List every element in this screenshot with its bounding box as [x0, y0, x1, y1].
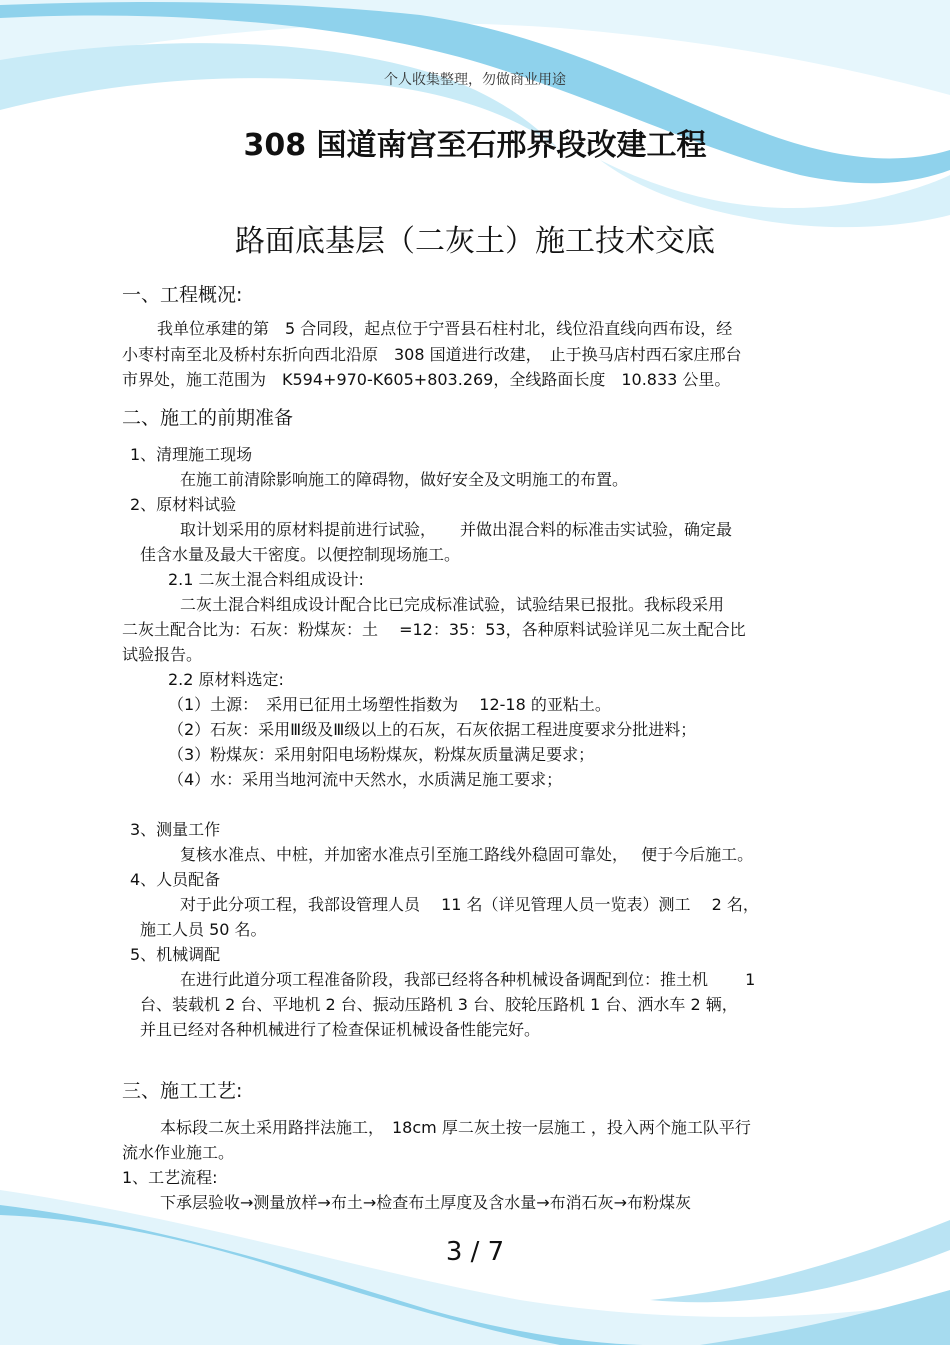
watermark-header: 个人收集整理，勿做商业用途: [384, 72, 566, 88]
section3-paragraph-line: 流水作业施工。: [122, 1143, 235, 1162]
process-flow-text: 下承层验收→测量放样→布土→检查布土厚度及含水量→布消石灰→布粉煤灰: [160, 1193, 692, 1212]
document-title: 308 国道南宫至石邢界段改建工程: [243, 128, 707, 163]
material-list-item: （2）石灰：采用Ⅲ级及Ⅲ级以上的石灰，石灰依据工程进度要求分批进料；: [168, 720, 697, 739]
process-flow-title: 1、工艺流程:: [122, 1168, 218, 1187]
item4-text: 施工人员 50 名。: [140, 920, 267, 939]
section1-paragraph-line: 我单位承建的第 5 合同段，起点位于宁晋县石柱村北，线位沿直线向西布设，经: [157, 319, 733, 338]
item3-text: 复核水准点、中桩，并加密水准点引至施工路线外稳固可靠处， 便于今后施工。: [180, 845, 754, 864]
item5-text: 台、装载机 2 台、平地机 2 台、振动压路机 3 台、胶轮压路机 1 台、洒水车 2 辆，: [140, 995, 738, 1014]
subsection-2-1-title: 2.1 二灰土混合料组成设计:: [168, 570, 364, 589]
item2-text: 佳含水量及最大干密度。以便控制现场施工。: [140, 545, 461, 564]
section2-heading: 二、施工的前期准备: [122, 407, 294, 429]
section1-paragraph-line: 市界处，施工范围为 K594+970-K605+803.269，全线路面长度 10.833 公里。: [122, 370, 731, 389]
material-list-item: （4）水：采用当地河流中天然水，水质满足施工要求；: [168, 770, 563, 789]
subsection-2-1-text: 试验报告。: [122, 645, 203, 664]
item4-title: 4、人员配备: [130, 870, 221, 889]
subsection-2-2-title: 2.2 原材料选定:: [168, 670, 284, 689]
item1-title: 1、清理施工现场: [130, 445, 253, 464]
material-list-item: （3）粉煤灰：采用射阳电场粉煤灰，粉煤灰质量满足要求；: [168, 745, 595, 764]
item2-title: 2、原材料试验: [130, 495, 237, 514]
page-number: 3 / 7: [445, 1237, 505, 1267]
item2-text: 取计划采用的原材料提前进行试验， 并做出混合料的标准击实试验，确定最: [180, 520, 733, 539]
section1-heading: 一、工程概况:: [122, 284, 243, 306]
item5-title: 5、机械调配: [130, 945, 221, 964]
section3-heading: 三、施工工艺:: [122, 1080, 243, 1102]
section1-paragraph-line: 小枣村南至北及桥村东折向西北沿原 308 国道进行改建， 止于换马店村西石家庄邢台: [122, 345, 742, 364]
material-list-item: （1）土源： 采用已征用土场塑性指数为 12-18 的亚粘土。: [168, 695, 611, 714]
item3-title: 3、测量工作: [130, 820, 221, 839]
item5-text: 在进行此道分项工程准备阶段，我部已经将各种机械设备调配到位：推土机 1: [180, 970, 756, 989]
subsection-2-1-text: 二灰土混合料组成设计配合比已完成标准试验，试验结果已报批。我标段采用: [180, 595, 725, 614]
item5-text: 并且已经对各种机械进行了检查保证机械设备性能完好。: [140, 1020, 541, 1039]
item1-text: 在施工前清除影响施工的障碍物，做好安全及文明施工的布置。: [180, 470, 629, 489]
document-subtitle: 路面底基层（二灰土）施工技术交底: [235, 224, 715, 259]
subsection-2-1-text: 二灰土配合比为：石灰：粉煤灰：土 =12：35：53，各种原料试验详见二灰土配合比: [122, 620, 746, 639]
item4-text: 对于此分项工程，我部设管理人员 11 名（详见管理人员一览表）测工 2 名，: [180, 895, 759, 914]
section3-paragraph-line: 本标段二灰土采用路拌法施工， 18cm 厚二灰土按一层施工 ，投入两个施工队平行: [160, 1118, 751, 1137]
